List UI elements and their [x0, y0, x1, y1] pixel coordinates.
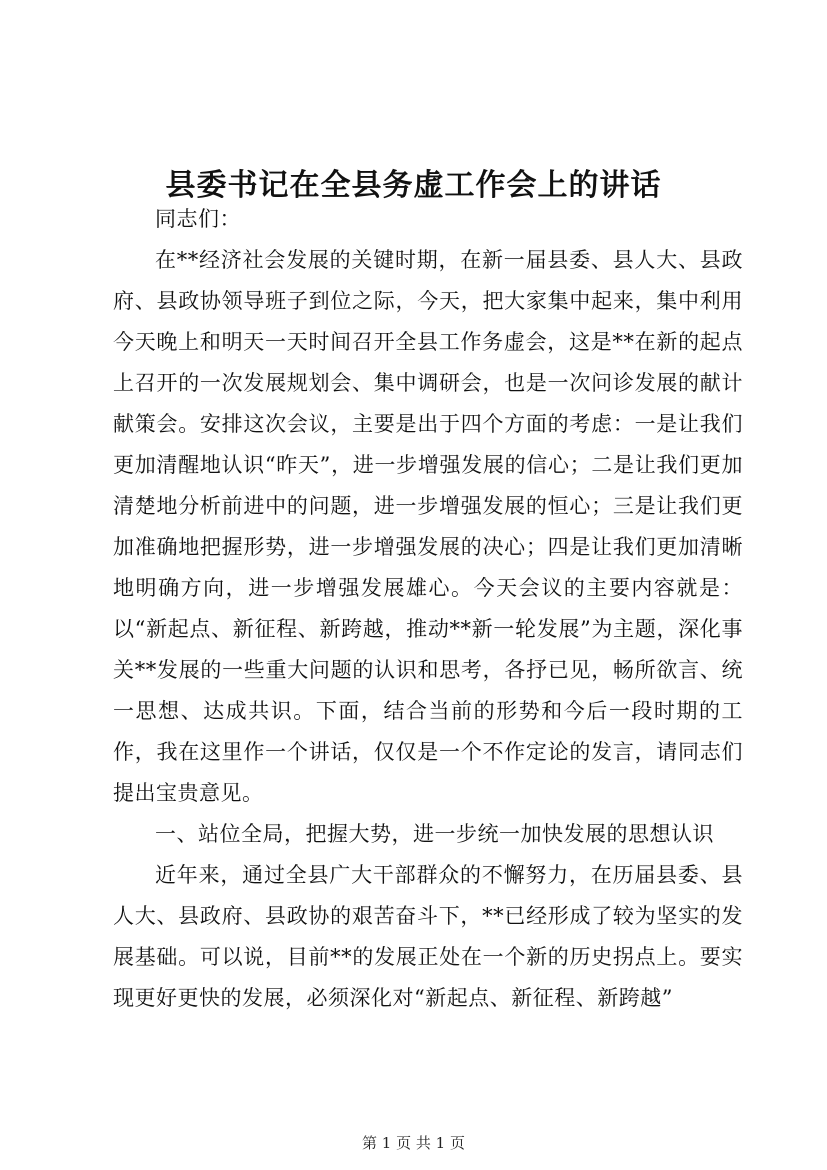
document-title: 县委书记在全县务虚工作会上的讲话: [165, 168, 662, 204]
section-heading-1: 一、站位全局，把握大势，进一步统一加快发展的思想认识: [155, 822, 714, 846]
paragraph-intro: 在**经济社会发展的关键时期，在新一届县委、县人大、县政府、县政协领导班子到位之际，今天，把大家集中起来，集中利用今天晚上和明天一天时间召开全县工作务虚会，这是**在新的起点上召开的一次发展规划会、集中调研会，也是一次问诊发展的献计献策会。安排这次会议，主要是出于四个方面的考虑：一是让我们更加清醒地认识“昨天”，进一步增强发展的信心；二是让我们更加清楚地分析前进中的问题，进一步增强发展的恒心；三是让我们更加准确地把握形势，进一步增强发展的决心；四是让我们更加清晰地明确方向，进一步增强发展雄心。今天会议的主要内容就是：以“新起点、新征程、新跨越，推动**新一轮发展”为主题，深化事关**发展的一些重大问题的认识和思考，各抒已见，畅所欲言、统一思想、达成共识。下面，结合当前的形势和今后一段时期的工作，我在这里作一个讲话，仅仅是一个不作定论的发言，请同志们提出宝贵意见。: [113, 248, 743, 805]
document-body: [113, 199, 743, 1019]
page-footer: 第 1 页 共 1 页: [362, 1134, 465, 1152]
salutation: 同志们：: [155, 207, 241, 231]
paragraph-section-1: 近年来，通过全县广大干部群众的不懈努力，在历届县委、县人大、县政府、县政协的艰苦奋斗下，**已经形成了较为坚实的发展基础。可以说，目前**的发展正处在一个新的历史拐点上。要实现更好更快的发展，必须深化对“新起点、新征程、新跨越”: [113, 863, 743, 1010]
